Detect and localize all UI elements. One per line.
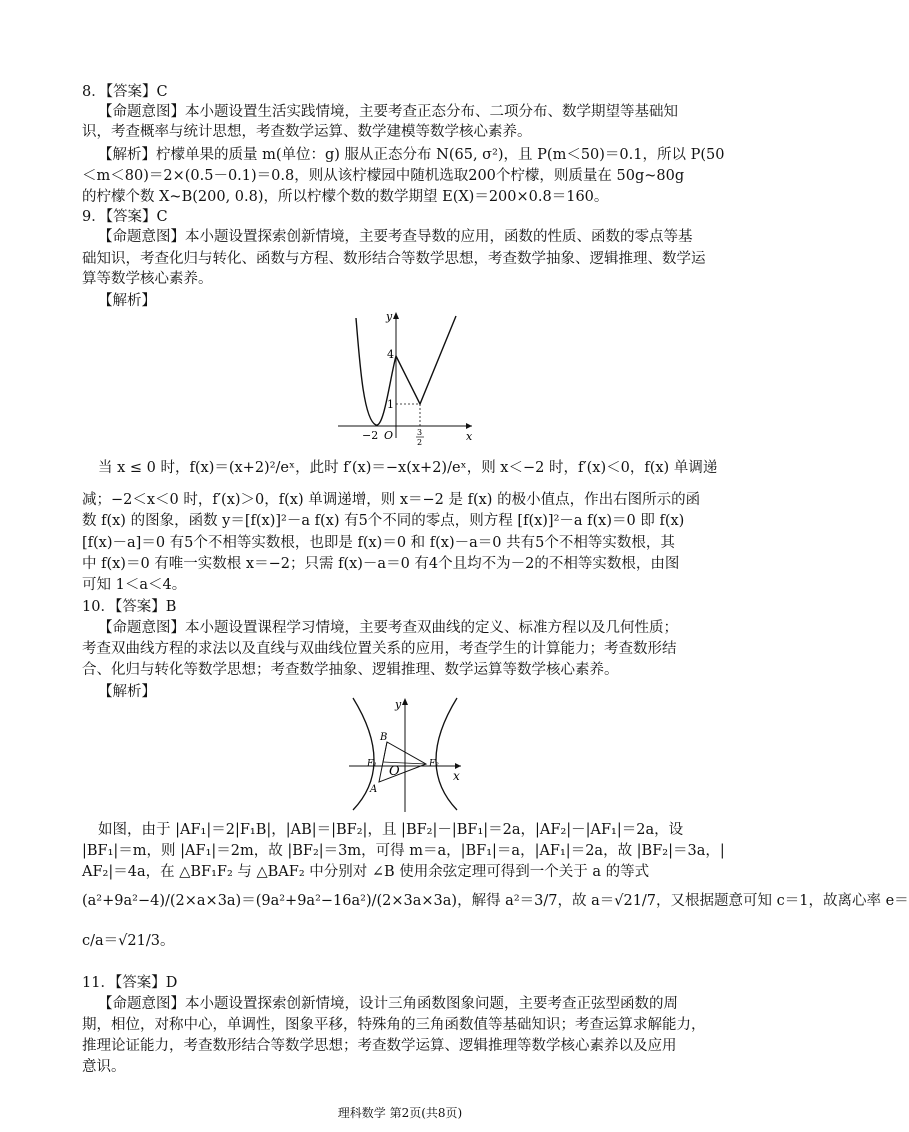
q11-intent-2: 期，相位，对称中心，单调性，图象平移，特殊角的三角函数值等基础知识；考查运算求解能力， — [82, 1017, 706, 1033]
q11-intent-3: 推理论证能力，考查数形结合等数学思想；考查数学运算、逻辑推理等数学核心素养以及应用 — [82, 1038, 677, 1054]
y-label: y — [386, 310, 393, 323]
label-F2: F₂ — [429, 759, 439, 769]
q9-body-4: [f(x)－a]＝0 有5个不相等实数根，也即是 f(x)＝0 和 f(x)－a＝0 共有5个不相等实数根，其 — [82, 535, 675, 551]
q9-intent-2: 础知识，考查化归与转化、函数与方程、数形结合等数学思想，考查数学抽象、逻辑推理、数学运 — [82, 251, 706, 267]
q10-analysis-label: 【解析】 — [98, 684, 156, 700]
q10-body-3: AF₂|＝4a，在 △BF₁F₂ 与 △BAF₂ 中分别对 ∠B 使用余弦定理可得到一个关于 a 的等式 — [82, 864, 650, 880]
label-three: 3 — [417, 428, 423, 437]
q11-intent-1: 【命题意图】本小题设置探索创新情境，设计三角函数图象问题，主要考查正弦型函数的周 — [98, 996, 678, 1012]
q11-intent-4: 意识。 — [82, 1059, 126, 1075]
q10-body-2: |BF₁|＝m，则 |AF₁|＝2m，故 |BF₂|＝3m，可得 m＝a，|BF₁|＝a，|AF₁|＝2a，故 |BF₂|＝3a，| — [82, 843, 725, 859]
q8-analysis-2: ＜m＜80)＝2×(0.5－0.1)＝0.8，则从该柠檬园中随机选取200个柠檬，则质量在 50g~80g — [82, 168, 685, 184]
q9-body-1: 当 x ≤ 0 时，f(x)＝(x+2)²/eˣ，此时 f′(x)＝−x(x+2)/eˣ，则 x＜−2 时，f′(x)＜0，f(x) 单调递 — [98, 460, 718, 476]
label-4: 4 — [387, 348, 394, 361]
label-B: B — [380, 732, 388, 743]
q9-body-6: 可知 1＜a＜4。 — [82, 577, 187, 593]
q9-analysis-label: 【解析】 — [98, 293, 156, 309]
page-footer: 理科数学 第2页(共8页) — [337, 1106, 463, 1120]
label-neg2: −2 — [362, 429, 379, 442]
y-label: y — [395, 698, 402, 711]
x-label: x — [466, 430, 473, 443]
q10-graph — [343, 696, 473, 814]
label-two: 2 — [417, 438, 423, 447]
label-O: O — [389, 764, 400, 779]
q10-intent-3: 合、化归与转化等数学思想；考查数学抽象、逻辑推理、数学运算等数学核心素养。 — [82, 662, 619, 678]
x-axis-arrow — [466, 423, 472, 429]
q8-intent-2: 识，考查概率与统计思想，考查数学运算、数学建模等数学核心素养。 — [82, 124, 532, 140]
label-origin: O — [384, 429, 394, 442]
right-branch — [436, 698, 457, 810]
function-curve — [356, 316, 456, 425]
label-1: 1 — [387, 398, 394, 411]
label-A: A — [370, 784, 378, 795]
x-label: x — [453, 769, 460, 783]
q8-analysis-3: 的柠檬个数 X~B(200, 0.8)，所以柠檬个数的数学期望 E(X)＝200×0.8＝160。 — [82, 189, 609, 205]
q9-body-2: 减；−2＜x＜0 时，f′(x)＞0，f(x) 单调递增，则 x＝−2 是 f(x) 的极小值点，作出右图所示的函 — [82, 492, 701, 508]
q9-intent-3: 算等数学核心素养。 — [82, 271, 213, 287]
label-F1: F₁ — [367, 759, 377, 769]
y-axis-arrow — [402, 698, 408, 705]
q9-answer: 9．【答案】C — [82, 209, 168, 225]
q11-answer: 11．【答案】D — [82, 975, 178, 991]
q8-intent-1: 【命题意图】本小题设置生活实践情境，主要考查正态分布、二项分布、数学期望等基础知 — [98, 104, 678, 120]
q9-intent-1: 【命题意图】本小题设置探索创新情境，主要考查导数的应用，函数的性质、函数的零点等基 — [98, 229, 693, 245]
q9-body-5: 中 f(x)＝0 有唯一实数根 x＝−2；只需 f(x)－a＝0 有4个且均不为－2的不相等实数根，由图 — [82, 556, 680, 572]
q10-answer: 10．【答案】B — [82, 599, 177, 615]
q10-body-1: 如图，由于 |AF₁|＝2|F₁B|，|AB|＝|BF₂|，且 |BF₂|－|BF₁|＝2a，|AF₂|－|AF₁|＝2a，设 — [98, 822, 684, 838]
q8-answer: 8．【答案】C — [82, 84, 168, 100]
q10-body-5: c/a＝√21/3。 — [82, 933, 175, 949]
q10-intent-2: 考查双曲线方程的求法以及直线与双曲线位置关系的应用，考查学生的计算能力；考查数形结 — [82, 641, 677, 657]
y-axis-arrow — [393, 312, 399, 319]
q9-graph — [330, 308, 480, 448]
q9-body-3: 数 f(x) 的图象，函数 y＝[f(x)]²－a f(x) 有5个不同的零点，则方程 [f(x)]²－a f(x)＝0 即 f(x) — [82, 513, 685, 529]
segment-BF1 — [383, 742, 387, 762]
q10-body-4: (a²+9a²−4)/(2×a×3a)＝(9a²+9a²−16a²)/(2×3a×3a)，解得 a²＝3/7，故 a＝√21/7，又根据题意可知 c＝1，故离心率 e＝ — [82, 893, 909, 909]
q8-analysis-1: 【解析】柠檬单果的质量 m(单位：g) 服从正态分布 N(65, σ²)，且 P(m＜50)＝0.1，所以 P(50 — [98, 147, 725, 163]
q10-intent-1: 【命题意图】本小题设置课程学习情境，主要考查双曲线的定义、标准方程以及几何性质； — [98, 620, 678, 636]
